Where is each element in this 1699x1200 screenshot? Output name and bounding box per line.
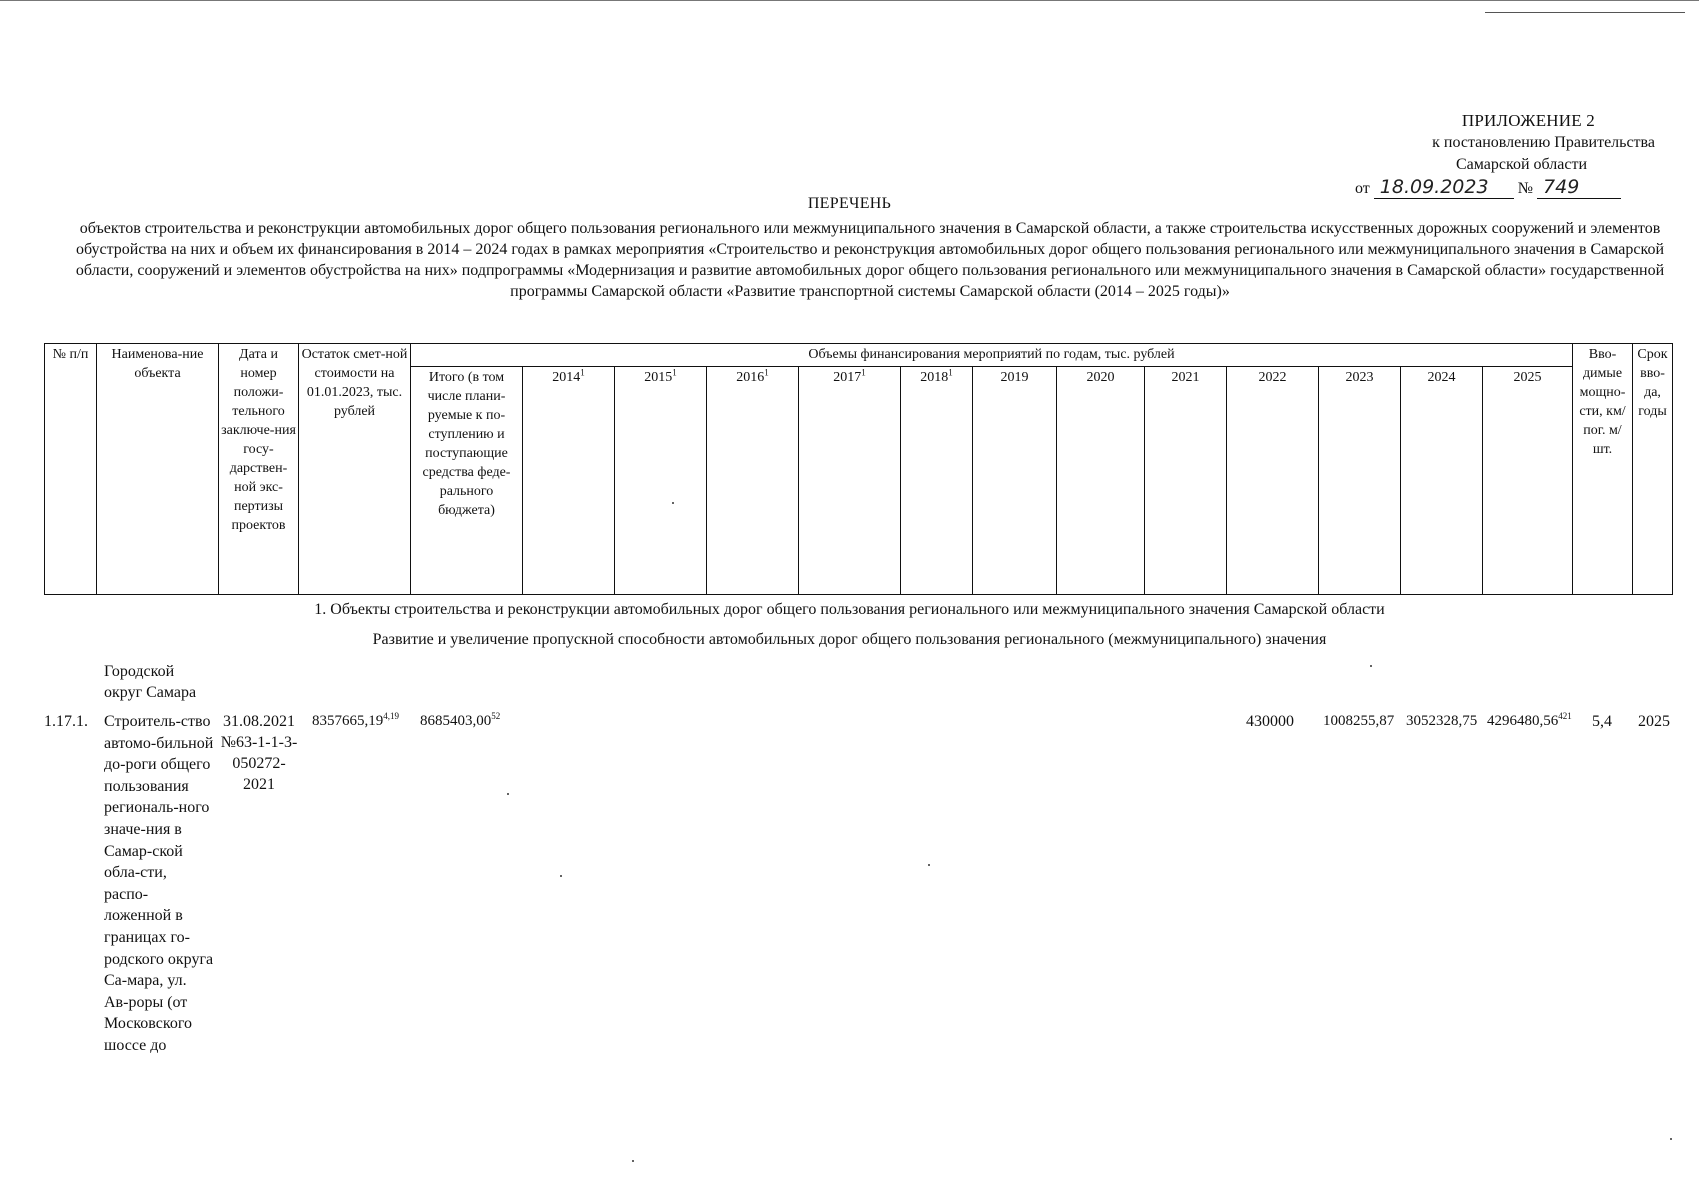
- financing-table-header: [44, 343, 1673, 595]
- section-title: 1. Объекты строительства и реконструкции автомобильных дорог общего пользования регионального или межмуниципального значения Самарской области: [314, 601, 1385, 618]
- header-year-2025: 2025: [1483, 367, 1573, 595]
- header-year-2017: 2017$^1$: [799, 367, 901, 595]
- appendix-line-region: Самарской области: [1456, 156, 1587, 173]
- row-capacity: 5,4: [1592, 713, 1612, 730]
- handwritten-date: 18.09.2023: [1374, 176, 1514, 199]
- header-year-2015: 2015$^1$: [615, 367, 707, 595]
- row-term: 2025: [1638, 713, 1670, 730]
- header-year-2019: 2019: [973, 367, 1057, 595]
- header-year-2020: 2020: [1057, 367, 1145, 595]
- header-remaining-cost: Остаток смет-ной стоимости на 01.01.2023, тыс. рублей: [299, 344, 411, 595]
- appendix-title: ПРИЛОЖЕНИЕ 2: [1461, 111, 1595, 130]
- row-number: 1.17.1.: [44, 713, 88, 730]
- row-expertise-number: №63-1-1-3-050272-2021: [220, 734, 298, 793]
- scan-speck: [632, 1160, 634, 1162]
- scan-edge-mark: [1485, 12, 1685, 13]
- subsection-title: Развитие и увеличение пропускной способности автомобильных дорог общего пользования регионального (межмуниципального) значения: [372, 631, 1327, 648]
- header-year-2014: 2014$^1$: [523, 367, 615, 595]
- header-year-2021: 2021: [1145, 367, 1227, 595]
- row-total: 8685403,00$^{52}$: [420, 711, 501, 729]
- row-expertise-date: 31.08.2021: [223, 713, 295, 730]
- document-title: ПЕРЕЧЕНЬ: [807, 195, 892, 212]
- scan-speck: [507, 793, 509, 795]
- appendix-block: [1355, 110, 1655, 200]
- row-value-2024: 3052328,75: [1406, 713, 1478, 729]
- from-label: от: [1355, 180, 1370, 197]
- scan-speck: [1370, 665, 1372, 667]
- row-value-2022: 430000: [1246, 713, 1294, 730]
- header-financing-volumes: Объемы финансирования мероприятий по годам, тыс. рублей: [411, 344, 1573, 367]
- scan-speck: [1670, 1138, 1672, 1140]
- appendix-line-resolution: к постановлению Правительства: [1432, 134, 1655, 151]
- row-value-2025: 4296480,56$^{421}$: [1487, 711, 1572, 729]
- header-year-2018: 2018$^1$: [901, 367, 973, 595]
- header-year-2024: 2024: [1401, 367, 1483, 595]
- header-number: № п/п: [45, 344, 97, 595]
- number-label: №: [1517, 180, 1534, 197]
- scan-speck: [672, 502, 674, 504]
- district-label: Городской округ Самара: [104, 663, 197, 701]
- row-value-2023: 1008255,87: [1323, 713, 1395, 729]
- scan-edge-top: [0, 0, 1699, 1]
- scan-speck: [928, 864, 930, 866]
- scan-speck: [560, 875, 562, 877]
- document-subtitle: объектов строительства и реконструкции автомобильных дорог общего пользования регионального или межмуниципального значения в Самарской области, а также строительства искусственных дорожных сооружений и элементов обустройства на них и объем их финансирования в 2014 – 2024 годах в рамках мероприятия «Строительство и реконструкция автомобильных дорог общего пользования регионального или межмуниципального значения в Самарской области, сооружений и элементов обустройства на них» подпрограммы «Модернизация и развитие автомобильных дорог общего пользования регионального или межмуниципального значения в Самарской области» государственной программы Самарской области «Развитие транспортной системы Самарской области (2014 – 2025 годы)»: [75, 220, 1665, 300]
- row-expertise: [218, 711, 300, 795]
- handwritten-number: 749: [1537, 176, 1621, 199]
- header-year-2023: 2023: [1319, 367, 1401, 595]
- header-capacity: Вво-димые мощно-сти, км/пог. м/шт.: [1573, 344, 1633, 595]
- header-term: Срок вво-да, годы: [1633, 344, 1673, 595]
- header-object-name: Наименова-ние объекта: [97, 344, 219, 595]
- row-remaining-cost: 8357665,19$^{4,19}$: [312, 711, 399, 729]
- row-object-name: Строитель-ство автомо-бильной до-роги общего пользования региональ-ного значе-ния в Самар-ской обла-сти, распо-ложенной в границах го-родского округа Са-мара, ул. Ав-роры (от Московского шоссе до: [104, 713, 214, 1054]
- header-year-2016: 2016$^1$: [707, 367, 799, 595]
- header-total: Итого (в том числе плани-руемые к по-ступлению и поступающие средства феде-рального бюджета): [411, 367, 523, 595]
- header-year-2022: 2022: [1227, 367, 1319, 595]
- header-expertise: Дата и номер положи-тельного заключе-ния госу-дарствен-ной экс-пертизы проектов: [219, 344, 299, 595]
